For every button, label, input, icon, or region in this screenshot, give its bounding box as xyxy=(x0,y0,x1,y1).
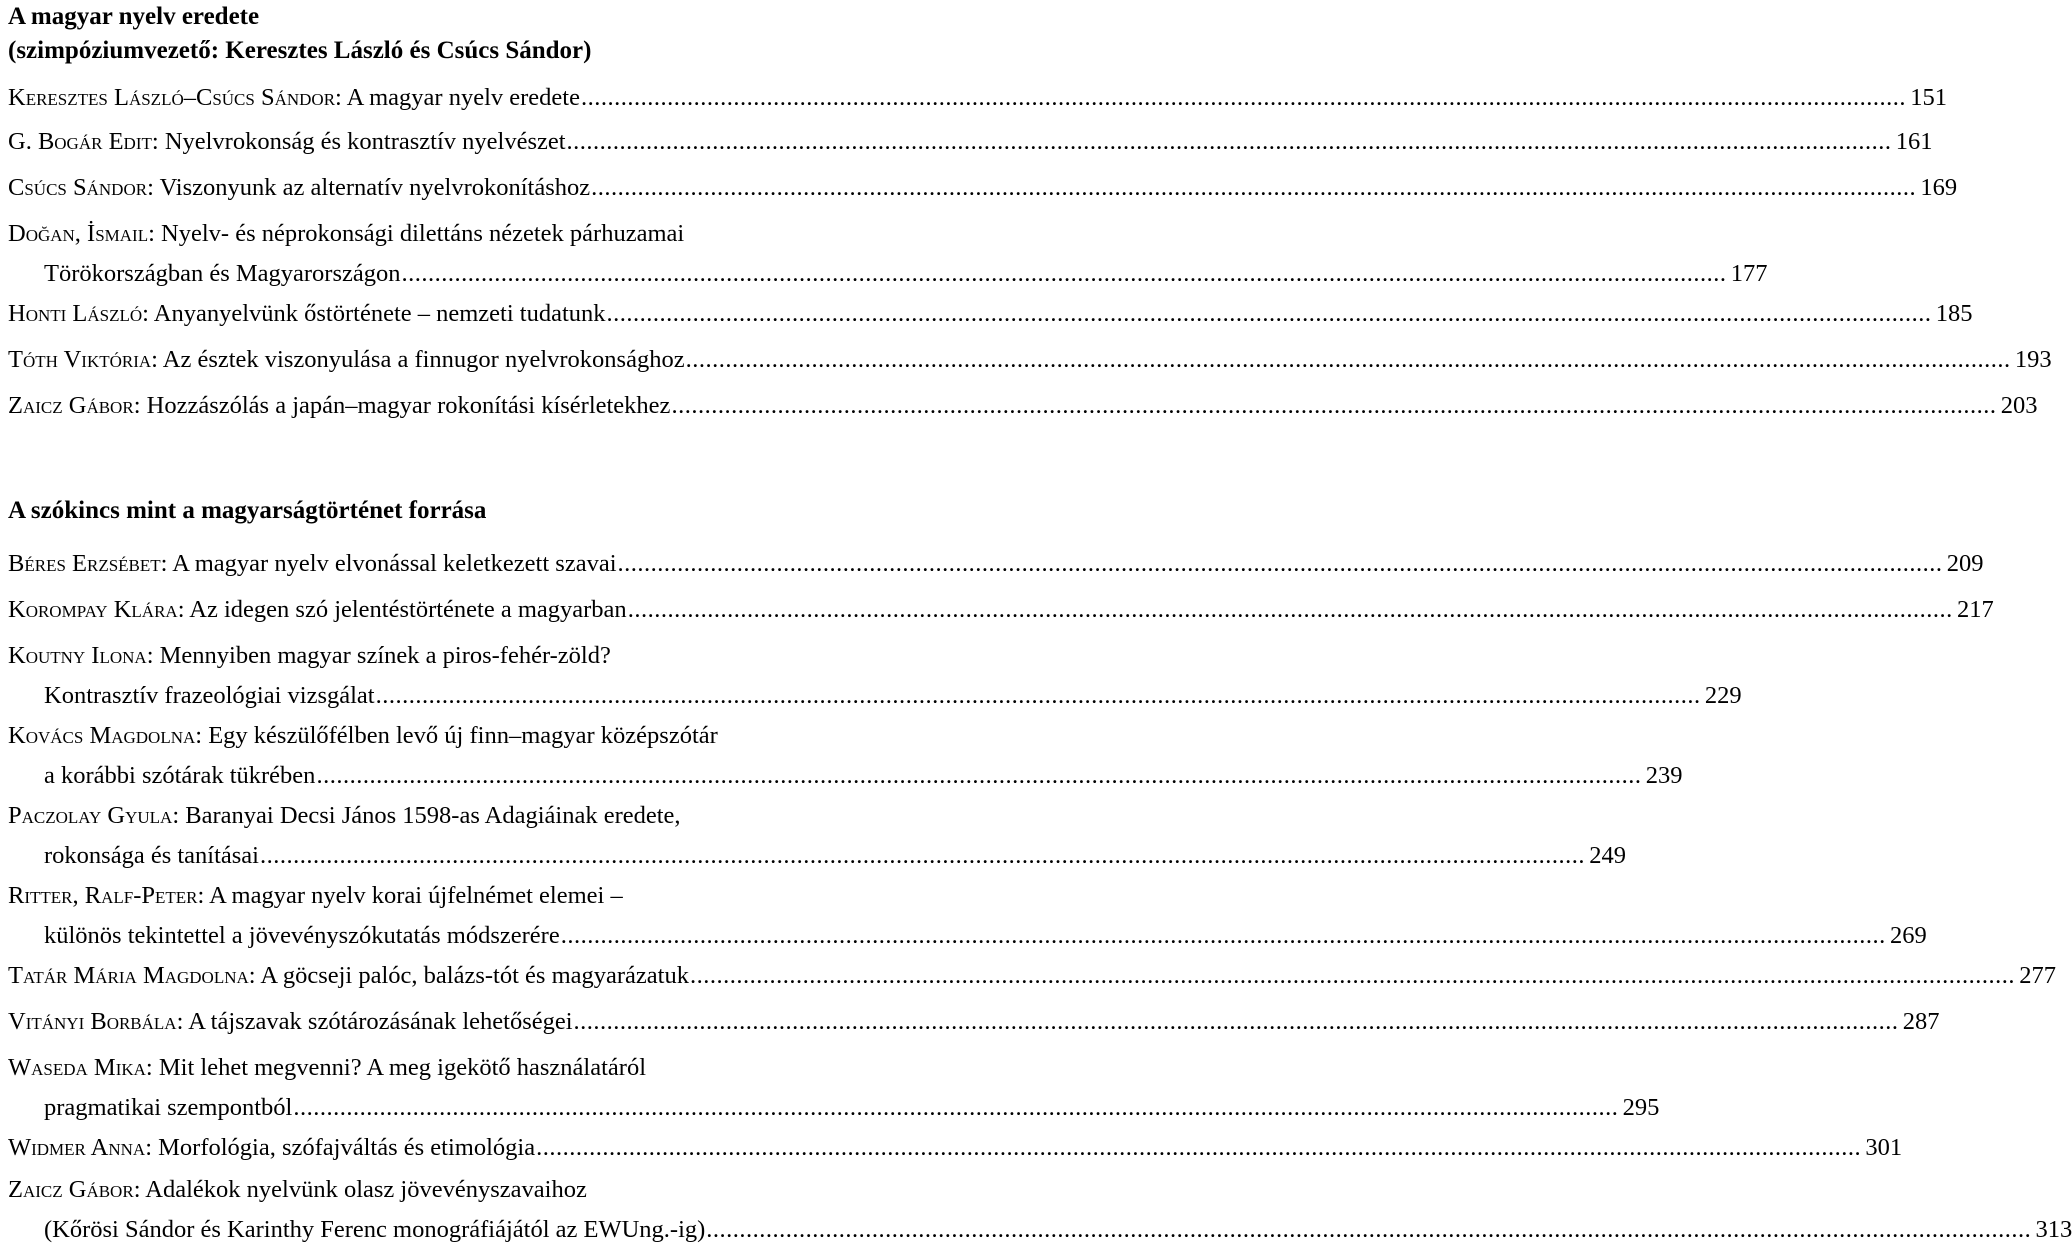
entry-page: 301 xyxy=(1865,1134,1903,1161)
entry-title: A göcseji palóc, balázs-tót és magyarázatuk xyxy=(260,962,689,989)
entry-title: Viszonyunk az alternatív nyelvrokonításhoz xyxy=(159,174,591,201)
entry-title: A magyar nyelv elvonással keletkezett szavai xyxy=(172,550,617,577)
dot-leader: ........................................................................................................................................................................................................ xyxy=(706,1216,2032,1243)
entry-title: A magyar nyelv eredete xyxy=(346,84,580,111)
dot-leader: ........................................................................................................................................................................................................ xyxy=(401,260,1727,287)
entry-page: 269 xyxy=(1889,922,1927,949)
entry-author: Waseda Mika xyxy=(8,1054,146,1081)
toc-entry[interactable]: Widmer Anna: Morfológia, szófajváltás és etimológia ........................................................................................................................................................................................................ 301 xyxy=(8,1128,956,1168)
dot-leader: ........................................................................................................................................................................................................ xyxy=(375,682,1701,709)
entry-author: Korompay Klára xyxy=(8,596,178,623)
toc-entry[interactable]: Zaicz Gábor: Adalékok nyelvünk olasz jövevényszavaihoz (Kőrösi Sándor és Karinthy Ferenc monográfiájától az EWUng.-ig) ........................................................................................................................................................................................................ 313 xyxy=(8,1170,956,1250)
dot-leader: ........................................................................................................................................................................................................ xyxy=(685,346,2011,373)
toc-entry[interactable]: Csúcs Sándor: Viszonyunk az alternatív nyelvrokonításhoz ........................................................................................................................................................................................................ 169 xyxy=(8,168,956,208)
toc-entry[interactable]: Tóth Viktória: Az észtek viszonyulása a finnugor nyelvrokonsághoz ........................................................................................................................................................................................................ 193 xyxy=(8,340,956,380)
dot-leader: ........................................................................................................................................................................................................ xyxy=(617,550,1943,577)
entry-title: Az idegen szó jelentéstörténete a magyarban xyxy=(189,596,627,623)
entry-title: Baranyai Decsi János 1598-as Adagiáinak eredete, xyxy=(185,802,681,829)
dot-leader: ........................................................................................................................................................................................................ xyxy=(293,1094,1619,1121)
entry-author: Paczolay Gyula xyxy=(8,802,173,829)
entry-title-continued: rokonsága és tanításai xyxy=(44,842,259,869)
entry-title: Mennyiben magyar színek a piros-fehér-zöld? xyxy=(159,642,611,669)
entry-author: Koutny Ilona xyxy=(8,642,147,669)
entry-page: 177 xyxy=(1730,260,1768,287)
entry-author: Widmer Anna xyxy=(8,1134,146,1161)
toc-entry[interactable]: Keresztes László–Csúcs Sándor: A magyar nyelv eredete ........................................................................................................................................................................................................ 151 xyxy=(8,78,956,118)
entry-title: A magyar nyelv korai újfelnémet elemei – xyxy=(209,882,623,909)
entry-author: Keresztes László–Csúcs Sándor xyxy=(8,84,336,111)
toc-entry[interactable]: G. Bogár Edit: Nyelvrokonság és kontrasztív nyelvészet ........................................................................................................................................................................................................ 161 xyxy=(8,122,956,162)
entry-title: Nyelvrokonság és kontrasztív nyelvészet xyxy=(164,128,566,155)
dot-leader: ........................................................................................................................................................................................................ xyxy=(671,392,1997,419)
toc-entry[interactable]: Waseda Mika: Mit lehet megvenni? A meg igekötő használatáról pragmatikai szempontból ........................................................................................................................................................................................................ 295 xyxy=(8,1048,956,1128)
entry-page: 161 xyxy=(1895,128,1933,155)
entry-page: 185 xyxy=(1935,300,1973,327)
dot-leader: ........................................................................................................................................................................................................ xyxy=(573,1008,1899,1035)
dot-leader: ........................................................................................................................................................................................................ xyxy=(560,922,1886,949)
toc-entry[interactable]: Koutny Ilona: Mennyiben magyar színek a piros-fehér-zöld? Kontrasztív frazeológiai vizsgálat ........................................................................................................................................................................................................ 229 xyxy=(8,636,956,716)
toc-entry[interactable]: Béres Erzsébet: A magyar nyelv elvonással keletkezett szavai ........................................................................................................................................................................................................ 209 xyxy=(8,544,956,584)
dot-leader: ........................................................................................................................................................................................................ xyxy=(566,128,1892,155)
entry-title: Nyelv- és néprokonsági dilettáns nézetek párhuzamai xyxy=(161,220,685,247)
entry-page: 217 xyxy=(1956,596,1994,623)
entry-author: Honti László xyxy=(8,300,143,327)
toc-entry[interactable]: Ritter, Ralf-Peter: A magyar nyelv korai újfelnémet elemei – különös tekintettel a jövevényszókutatás módszerére ........................................................................................................................................................................................................ 269 xyxy=(8,876,956,956)
entry-author: Vitányi Borbála xyxy=(8,1008,177,1035)
entry-title: Adalékok nyelvünk olasz jövevényszavaihoz xyxy=(145,1176,587,1203)
dot-leader: ........................................................................................................................................................................................................ xyxy=(580,84,1906,111)
section-subtitle: (szimpóziumvezető: Keresztes László és Csúcs Sándor) xyxy=(8,37,592,64)
entry-author: Béres Erzsébet xyxy=(8,550,161,577)
entry-page: 295 xyxy=(1622,1094,1660,1121)
toc-entry[interactable]: Korompay Klára: Az idegen szó jelentéstörténete a magyarban ........................................................................................................................................................................................................ 217 xyxy=(8,590,956,630)
toc-entry[interactable]: Kovács Magdolna: Egy készülőfélben levő új finn–magyar középszótár a korábbi szótárak tükrében ........................................................................................................................................................................................................ 239 xyxy=(8,716,956,796)
dot-leader: ........................................................................................................................................................................................................ xyxy=(606,300,1932,327)
entry-title: Mit lehet megvenni? A meg igekötő használatáról xyxy=(158,1054,647,1081)
entry-page: 193 xyxy=(2014,346,2052,373)
entry-author: Doğan, İsmail xyxy=(8,220,149,247)
entry-title: Morfológia, szófajváltás és etimológia xyxy=(158,1134,536,1161)
entry-author: Tóth Viktória xyxy=(8,346,152,373)
section-heading xyxy=(8,0,591,68)
entry-page: 209 xyxy=(1946,550,1984,577)
dot-leader: ........................................................................................................................................................................................................ xyxy=(536,1134,1862,1161)
entry-page: 169 xyxy=(1920,174,1958,201)
dot-leader: ........................................................................................................................................................................................................ xyxy=(689,962,2015,989)
entry-author: G. Bogár Edit xyxy=(8,128,152,155)
entry-page: 203 xyxy=(2000,392,2038,419)
entry-author: Ritter, Ralf-Peter xyxy=(8,882,198,909)
entry-title-continued: (Kőrösi Sándor és Karinthy Ferenc monográfiájától az EWUng.-ig) xyxy=(44,1216,706,1243)
dot-leader: ........................................................................................................................................................................................................ xyxy=(591,174,1917,201)
entry-author: Csúcs Sándor xyxy=(8,174,148,201)
dot-leader: ........................................................................................................................................................................................................ xyxy=(260,842,1585,869)
entry-title: Az észtek viszonyulása a finnugor nyelvrokonsághoz xyxy=(162,346,685,373)
entry-page: 151 xyxy=(1910,84,1947,111)
entry-title-continued: Kontrasztív frazeológiai vizsgálat xyxy=(44,682,375,709)
toc-entry[interactable]: Doğan, İsmail: Nyelv- és néprokonsági dilettáns nézetek párhuzamai Törökországban és Magyarországon ........................................................................................................................................................................................................ 177 xyxy=(8,214,956,294)
entry-page: 249 xyxy=(1589,842,1626,869)
entry-author: Kovács Magdolna xyxy=(8,722,196,749)
toc-entry[interactable]: Tatár Mária Magdolna: A göcseji palóc, balázs-tót és magyarázatuk ........................................................................................................................................................................................................ 277 xyxy=(8,956,956,996)
dot-leader: ........................................................................................................................................................................................................ xyxy=(627,596,1953,623)
entry-title: Anyanyelvünk őstörténete – nemzeti tudatunk xyxy=(153,300,606,327)
toc-entry[interactable]: Zaicz Gábor: Hozzászólás a japán–magyar rokonítási kísérletekhez ........................................................................................................................................................................................................ 203 xyxy=(8,386,956,426)
toc-entry[interactable]: Paczolay Gyula: Baranyai Decsi János 1598-as Adagiáinak eredete, rokonsága és tanításai ........................................................................................................................................................................................................ 249 xyxy=(8,796,956,876)
entry-title-continued: a korábbi szótárak tükrében xyxy=(44,762,316,789)
section-title: A szókincs mint a magyarságtörténet forrása xyxy=(8,497,487,524)
dot-leader: ........................................................................................................................................................................................................ xyxy=(316,762,1642,789)
entry-author: Zaicz Gábor xyxy=(8,1176,134,1203)
entry-title: A tájszavak szótározásának lehetőségei xyxy=(188,1008,573,1035)
entry-title: Egy készülőfélben levő új finn–magyar középszótár xyxy=(208,722,718,749)
entry-page: 313 xyxy=(2035,1216,2072,1243)
entry-page: 229 xyxy=(1704,682,1742,709)
entry-title-continued: különös tekintettel a jövevényszókutatás módszerére xyxy=(44,922,560,949)
section-heading xyxy=(8,494,486,528)
entry-author: Tatár Mária Magdolna xyxy=(8,962,249,989)
entry-page: 287 xyxy=(1902,1008,1940,1035)
entry-title: Hozzászólás a japán–magyar rokonítási kísérletekhez xyxy=(146,392,671,419)
entry-page: 277 xyxy=(2019,962,2056,989)
entry-title-continued: pragmatikai szempontból xyxy=(44,1094,293,1121)
entry-page: 239 xyxy=(1645,762,1683,789)
toc-entry[interactable]: Vitányi Borbála: A tájszavak szótározásának lehetőségei ........................................................................................................................................................................................................ 287 xyxy=(8,1002,956,1042)
entry-author: Zaicz Gábor xyxy=(8,392,134,419)
toc-entry[interactable]: Honti László: Anyanyelvünk őstörténete – nemzeti tudatunk ........................................................................................................................................................................................................ 185 xyxy=(8,294,956,334)
section-title: A magyar nyelv eredete xyxy=(8,3,260,30)
entry-title-continued: Törökországban és Magyarországon xyxy=(44,260,401,287)
